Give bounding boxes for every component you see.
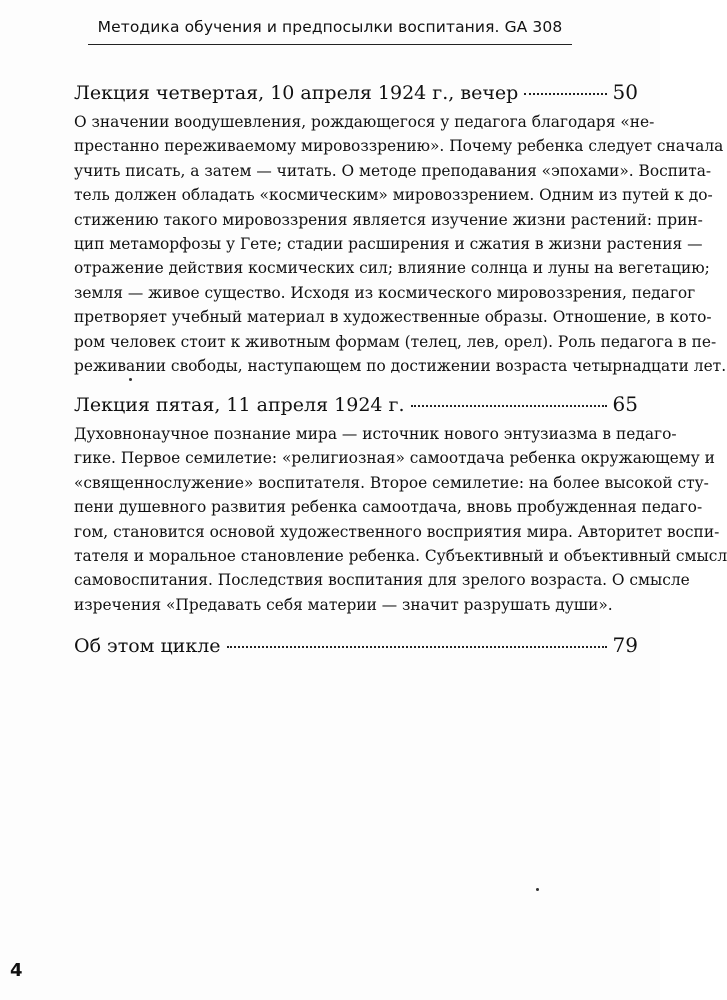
summary-line: тателя и моральное становление ребенка. Субъективный и объективный смысл <box>74 547 727 566</box>
toc-entry-heading[interactable] <box>74 80 638 105</box>
summary-line: престанно переживаемому мировоззрению». Почему ребенка следует сначала <box>74 137 724 156</box>
toc-entry-about-cycle <box>74 633 638 658</box>
running-head: Методика обучения и предпосылки воспитания. GA 308 <box>97 18 563 36</box>
summary-line: изречения «Предавать себя материи — значит разрушать души». <box>74 595 613 614</box>
summary-line: претворяет учебный материал в художественные образы. Отношение, в кото- <box>74 308 712 327</box>
entry-page-number: 65 <box>612 392 638 416</box>
summary-line: О значении воодушевления, рождающегося у педагога благодаря «не- <box>74 113 655 131</box>
entry-summary <box>74 110 727 378</box>
dot-leader <box>227 646 607 648</box>
summary-line: учить писать, а затем — читать. О методе преподавания «эпохами». Воспита- <box>74 161 712 180</box>
summary-line: отражение действия космических сил; влияние солнца и луны на вегетацию; <box>74 259 710 278</box>
summary-line: Духовнонаучное познание мира — источник нового энтузиазма в педаго- <box>74 425 677 443</box>
summary-line: земля — живое существо. Исходя из космического мировоззрения, педагог <box>74 283 696 302</box>
summary-line: пени душевного развития ребенка самоотдача, вновь пробужденная педаго- <box>74 498 703 517</box>
entry-title: Об этом цикле <box>74 635 221 657</box>
dot-leader <box>411 405 607 407</box>
dot-leader <box>524 93 606 95</box>
toc-entry-heading[interactable] <box>74 633 638 658</box>
entry-page-number: 50 <box>612 80 638 104</box>
toc-entry-heading[interactable] <box>74 392 638 417</box>
summary-line: цип метаморфозы у Гете; стадии расширения и сжатия в жизни растения — <box>74 235 703 254</box>
summary-line: стижению такого мировоззрения является изучение жизни растений: прин- <box>74 210 703 229</box>
toc-entry-lecture-5 <box>74 392 727 617</box>
summary-line: гом, становится основой художественного восприятия мира. Авторитет воспи- <box>74 522 720 541</box>
toc-entry-lecture-4 <box>74 80 727 378</box>
summary-line: реживании свободы, наступающем по достижении возраста четырнадцати лет. <box>74 357 727 376</box>
summary-line: тель должен обладать «космическим» мировоззрением. Одним из путей к до- <box>74 186 713 205</box>
entry-title: Лекция пятая, 11 апреля 1924 г. <box>74 394 405 416</box>
summary-line: самовоспитания. Последствия воспитания для зрелого возраста. О смысле <box>74 571 690 590</box>
print-speck <box>536 888 539 891</box>
entry-page-number: 79 <box>612 633 638 657</box>
header-rule <box>88 44 572 45</box>
entry-summary <box>74 422 727 617</box>
summary-line: ром человек стоит к животным формам (телец, лев, орел). Роль педагога в пе- <box>74 332 717 351</box>
entry-title: Лекция четвертая, 10 апреля 1924 г., вечер <box>74 82 519 104</box>
page-number: 4 <box>10 960 23 981</box>
summary-line: «священнослужение» воспитателя. Второе семилетие: на более высокой сту- <box>74 473 709 492</box>
print-speck <box>129 378 132 381</box>
summary-line: гике. Первое семилетие: «религиозная» самоотдача ребенка окружающему и <box>74 449 715 468</box>
